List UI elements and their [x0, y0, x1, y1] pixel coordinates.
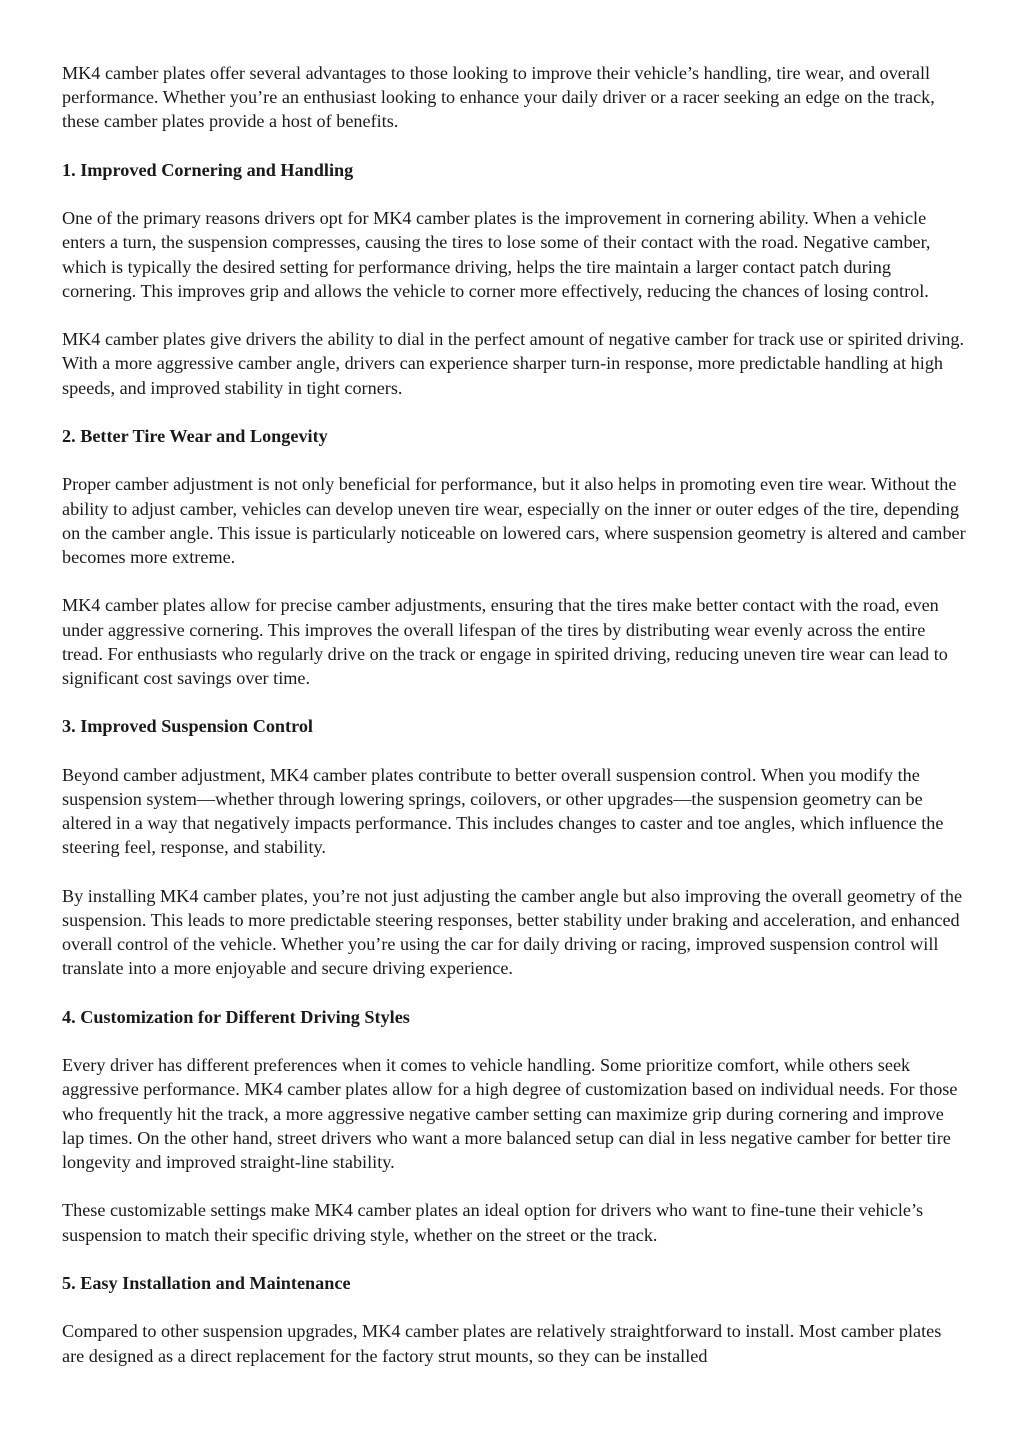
section-3-heading: 3. Improved Suspension Control: [62, 716, 313, 737]
section-2-heading: 2. Better Tire Wear and Longevity: [62, 425, 328, 446]
section-3-paragraph-1: Beyond camber adjustment, MK4 camber plates contribute to better overall suspension control. When you modify the suspension system—whether through lowering springs, coilovers, or other upgrades—the suspension geometry can be altered in a way that negatively impacts performance. This includes changes to caster and toe angles, which influence the steering feel, response, and stability.: [62, 764, 944, 858]
section-1-paragraph-1: One of the primary reasons drivers opt for MK4 camber plates is the improvement in cornering ability. When a vehicle enters a turn, the suspension compresses, causing the tires to lose some of their contact with the road. Negative camber, which is typically the desired setting for performance driving, helps the tire maintain a larger contact patch during cornering. This improves grip and allows the vehicle to corner more effectively, reducing the chances of losing control.: [62, 208, 931, 301]
section-2-paragraph-2: MK4 camber plates allow for precise camber adjustments, ensuring that the tires make better contact with the road, even under aggressive cornering. This improves the overall lifespan of the tires by distributing wear evenly across the entire tread. For enthusiasts who regularly drive on the track or engage in spirited driving, reducing uneven tire wear can lead to significant cost savings over time.: [62, 595, 948, 688]
section-5-heading: 5. Easy Installation and Maintenance: [62, 1272, 351, 1293]
section-1-heading: 1. Improved Cornering and Handling: [62, 159, 354, 180]
section-1-paragraph-2: MK4 camber plates give drivers the ability to dial in the perfect amount of negative camber for track use or spirited driving. With a more aggressive camber angle, drivers can experience sharper turn-in response, more predictable handling at high speeds, and improved stability in tight corners.: [62, 329, 965, 398]
section-4-heading: 4. Customization for Different Driving Styles: [62, 1006, 410, 1027]
section-4-paragraph-1: Every driver has different preferences when it comes to vehicle handling. Some prioritize comfort, while others seek aggressive performance. MK4 camber plates allow for a high degree of customization based on individual needs. For those who frequently hit the track, a more aggressive negative camber setting can maximize grip during cornering and improve lap times. On the other hand, street drivers who want a more balanced setup can dial in less negative camber for better tire longevity and improved straight-line stability.: [62, 1055, 958, 1172]
section-5-paragraph-1: Compared to other suspension upgrades, MK4 camber plates are relatively straightforward to install. Most camber plates are designed as a direct replacement for the factory strut mounts, so they can be installed: [62, 1321, 942, 1366]
section-4-paragraph-2: These customizable settings make MK4 camber plates an ideal option for drivers who want to fine-tune their vehicle’s suspension to match their specific driving style, whether on the street or the track.: [62, 1200, 924, 1245]
section-2-paragraph-1: Proper camber adjustment is not only beneficial for performance, but it also helps in promoting even tire wear. Without the ability to adjust camber, vehicles can develop uneven tire wear, especially on the inner or outer edges of the tire, depending on the camber angle. This issue is particularly noticeable on lowered cars, where suspension geometry is altered and camber becomes more extreme.: [62, 474, 966, 567]
document-page: [62, 61, 967, 1392]
section-3-paragraph-2: By installing MK4 camber plates, you’re not just adjusting the camber angle but also improving the overall geometry of the suspension. This leads to more predictable steering responses, better stability under braking and acceleration, and enhanced overall control of the vehicle. Whether you’re using the car for daily driving or racing, improved suspension control will translate into a more enjoyable and secure driving experience.: [62, 885, 963, 979]
intro-paragraph: MK4 camber plates offer several advantages to those looking to improve their vehicle’s handling, tire wear, and overall performance. Whether you’re an enthusiast looking to enhance your daily driver or a racer seeking an edge on the track, these camber plates provide a host of benefits.: [62, 63, 935, 132]
